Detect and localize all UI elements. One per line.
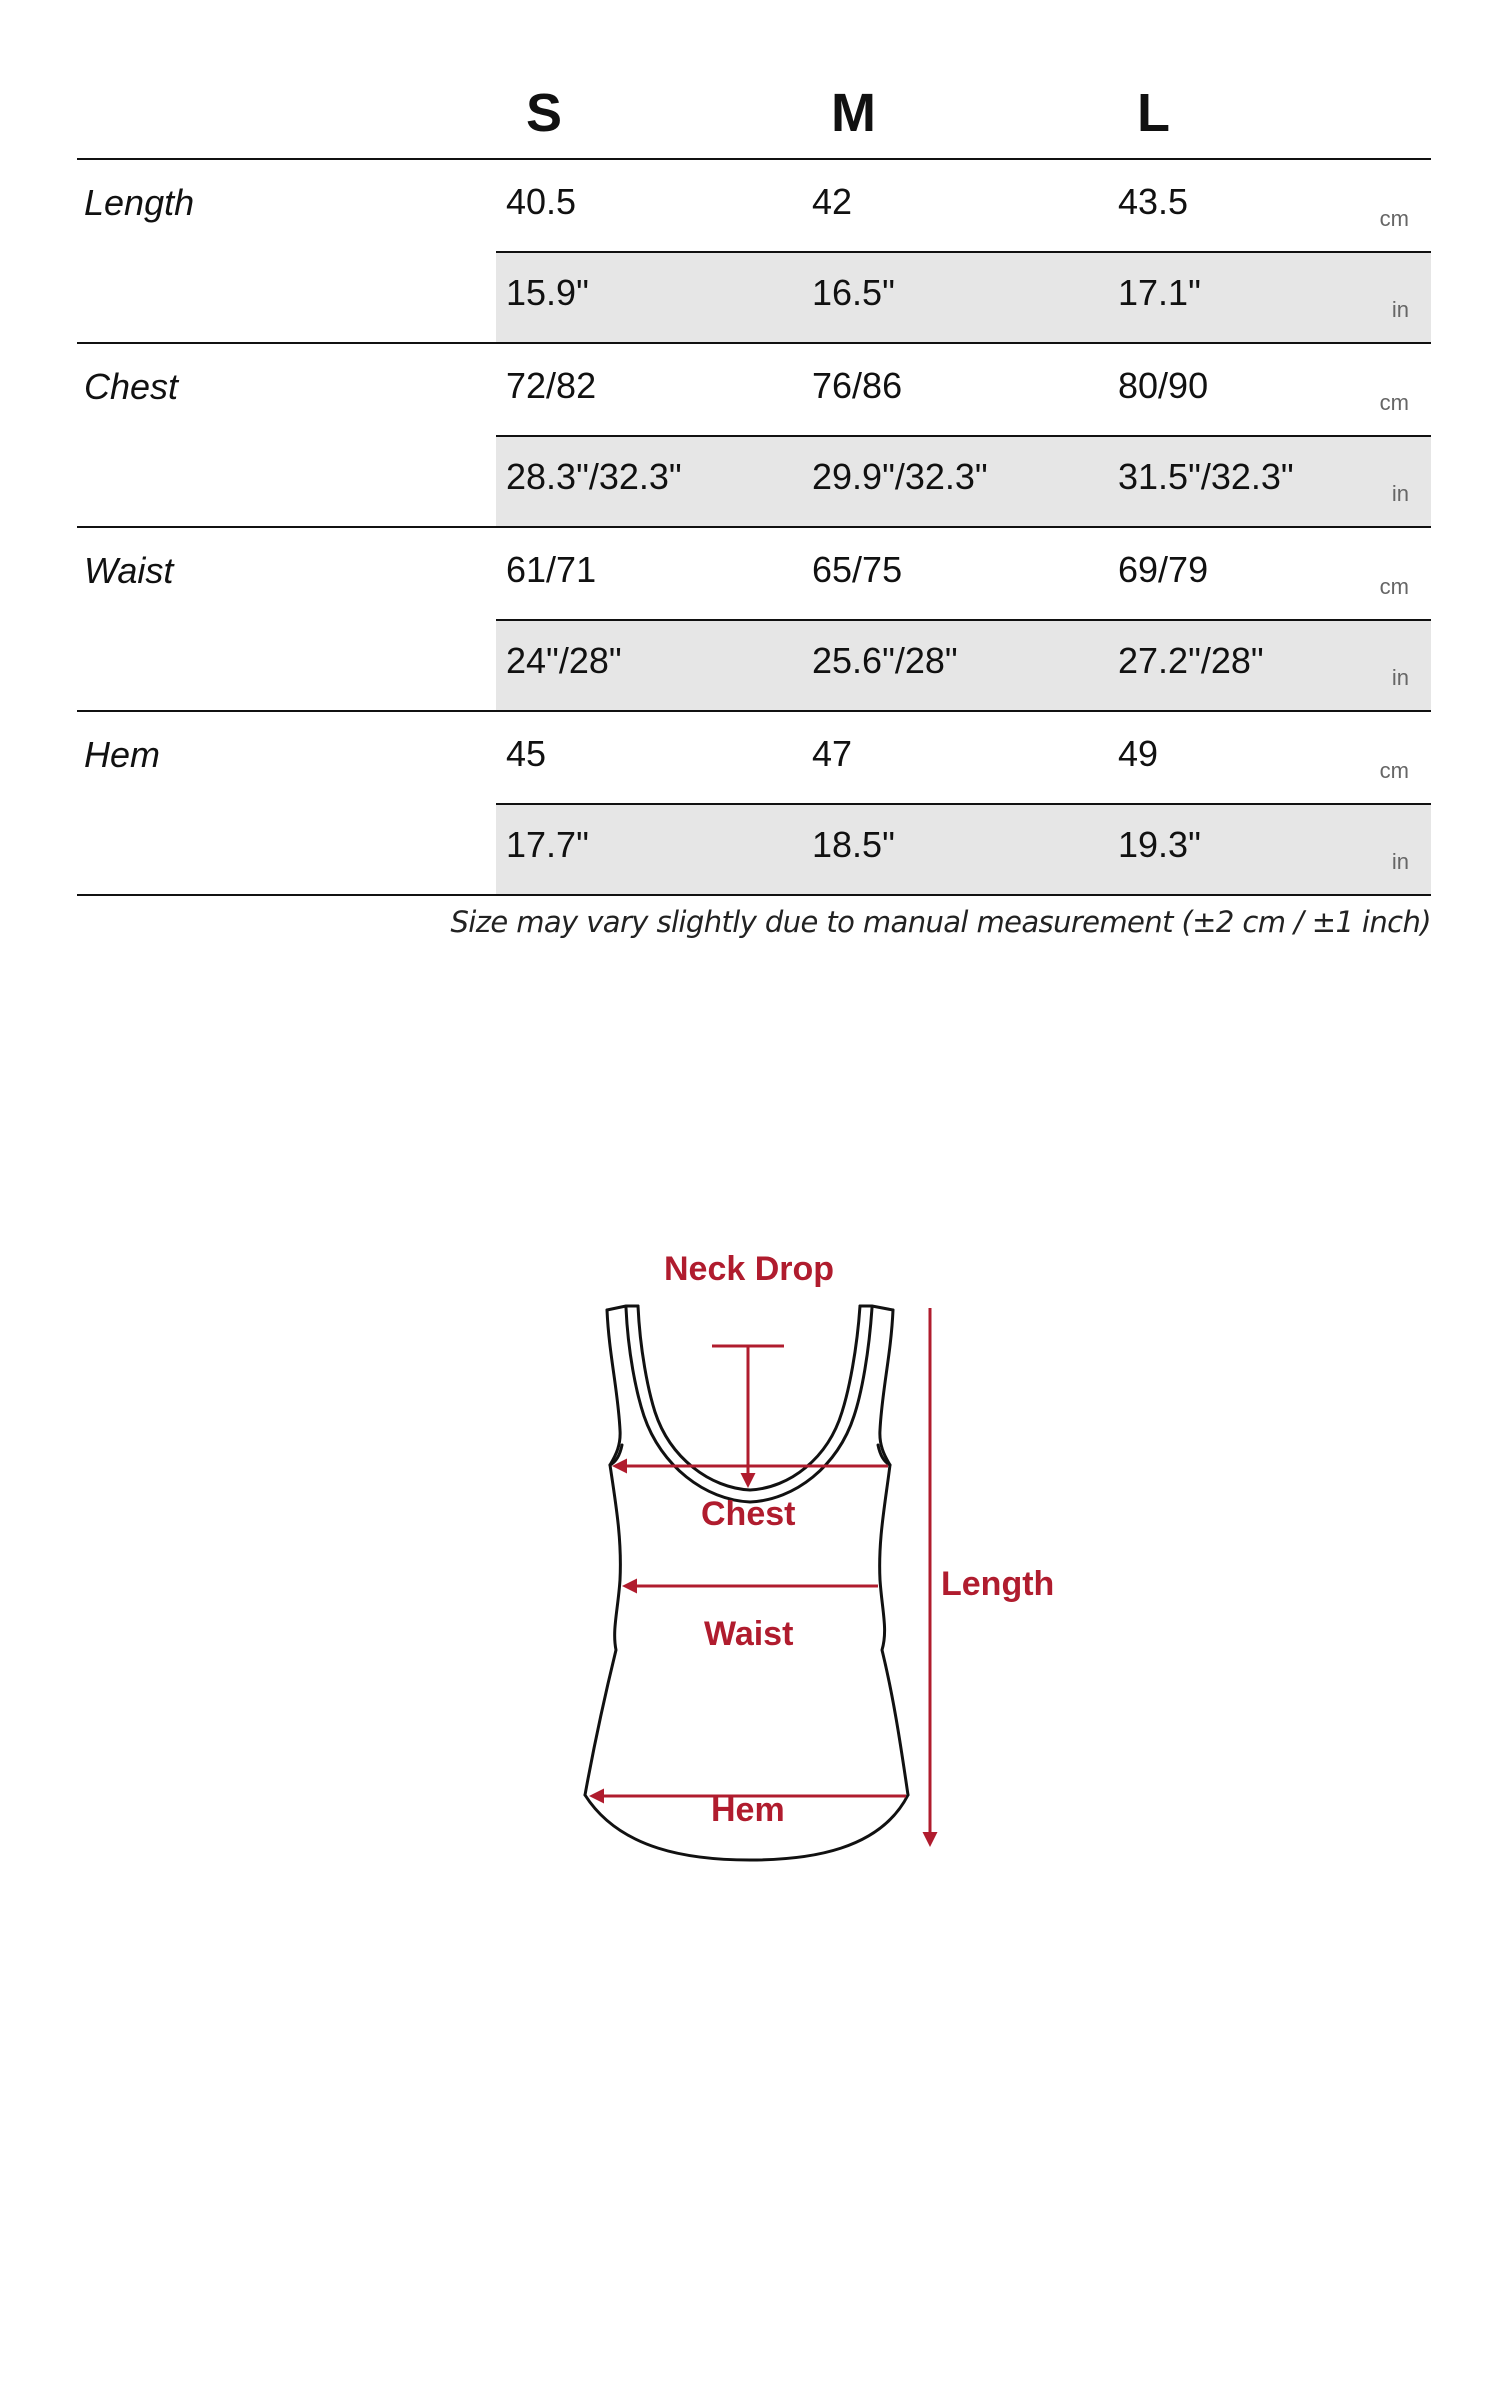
unit-label-cm: cm (1379, 206, 1409, 231)
inch-row (496, 805, 1431, 894)
inch-row (496, 437, 1431, 526)
cm-row (496, 346, 1431, 435)
cm-row (496, 162, 1431, 251)
value-cell: 65/75 (812, 549, 903, 590)
measurement-group-length (77, 160, 1431, 342)
value-cell: 69/79 (1118, 549, 1209, 590)
value-cell: 25.6"/28" (812, 640, 958, 681)
unit-label-in: in (1391, 481, 1409, 506)
garment-measurement-diagram (560, 1240, 1080, 1880)
measurement-label: Length (84, 182, 195, 223)
measurement-label: Hem (84, 734, 161, 775)
value-cell: 17.7" (506, 824, 589, 865)
value-cell: 72/82 (506, 365, 597, 406)
value-cell: 19.3" (1118, 824, 1201, 865)
value-cell: 76/86 (812, 365, 903, 406)
value-cell: 40.5 (506, 181, 577, 222)
value-cell: 42 (812, 181, 853, 222)
length-label: Length (941, 1565, 1055, 1603)
unit-label-in: in (1391, 665, 1409, 690)
measurement-group-waist (77, 528, 1431, 710)
hem-label: Hem (711, 1791, 785, 1829)
size-header-m: M (831, 83, 876, 143)
value-cell: 61/71 (506, 549, 597, 590)
value-cell: 24"/28" (506, 640, 622, 681)
size-chart-table (77, 60, 1431, 874)
measurement-label: Chest (84, 366, 179, 407)
value-cell: 17.1" (1118, 272, 1201, 313)
size-header-l: L (1137, 83, 1170, 143)
unit-label-cm: cm (1379, 758, 1409, 783)
neck-drop-label: Neck Drop (664, 1250, 835, 1288)
measurement-note: Size may vary slightly due to manual measurement (±2 cm / ±1 inch) (450, 905, 1431, 939)
measurement-group-chest (77, 344, 1431, 526)
value-cell: 28.3"/32.3" (506, 456, 682, 497)
tank-top-illustration (560, 1240, 1080, 1880)
cm-row (496, 530, 1431, 619)
value-cell: 47 (812, 733, 853, 774)
inch-row (496, 621, 1431, 710)
value-cell: 18.5" (812, 824, 895, 865)
table-divider (77, 894, 1431, 896)
unit-label-in: in (1391, 849, 1409, 874)
measurement-group-hem (77, 712, 1431, 894)
value-cell: 49 (1118, 733, 1159, 774)
inch-row (496, 253, 1431, 342)
value-cell: 80/90 (1118, 365, 1209, 406)
unit-label-cm: cm (1379, 574, 1409, 599)
unit-label-in: in (1391, 297, 1409, 322)
size-header-row (77, 60, 1431, 158)
value-cell: 29.9"/32.3" (812, 456, 988, 497)
chest-label: Chest (701, 1495, 796, 1533)
unit-label-cm: cm (1379, 390, 1409, 415)
value-cell: 45 (506, 733, 547, 774)
waist-label: Waist (704, 1615, 794, 1653)
size-header-s: S (526, 83, 563, 143)
measurement-label: Waist (84, 550, 174, 591)
value-cell: 43.5 (1118, 181, 1189, 222)
value-cell: 27.2"/28" (1118, 640, 1264, 681)
cm-row (496, 714, 1431, 803)
value-cell: 31.5"/32.3" (1118, 456, 1294, 497)
value-cell: 16.5" (812, 272, 895, 313)
value-cell: 15.9" (506, 272, 589, 313)
